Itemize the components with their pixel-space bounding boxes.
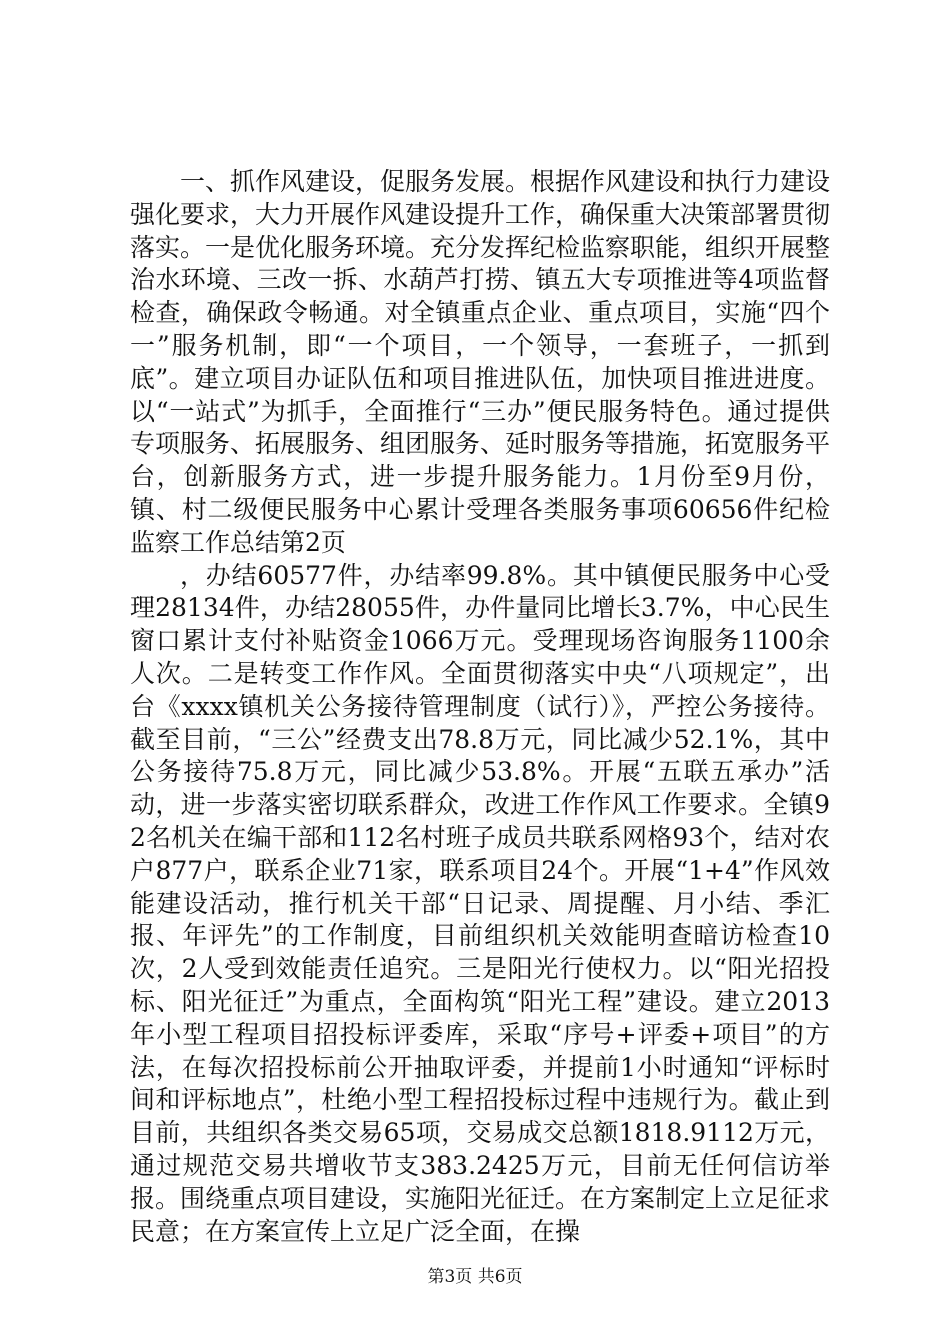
paragraph-2: ，办结60577件，办结率99.8%。其中镇便民服务中心受理28134件，办结28055件，办件量同比增长3.7%，中心民生窗口累计支付补贴资金1066万元。受理现场咨询服务1100余人次。二是转变工作作风。全面贯彻落实中央“八项规定”，出台《xxxx镇机关公务接待管理制度（试行）》，严控公务接待。截至目前，“三公”经费支出78.8万元，同比减少52.1%，其中公务接待75.8万元，同比减少53.8%。开展“五联五承办”活动，进一步落实密切联系群众，改进工作作风工作要求。全镇92名机关在编干部和112名村班子成员共联系网格93个，结对农户877户，联系企业71家，联系项目24个。开展“1+4”作风效能建设活动，推行机关干部“日记录、周提醒、月小结、季汇报、年评先”的工作制度，目前组织机关效能明查暗访检查10次，2人受到效能责任追究。三是阳光行使权力。以“阳光招投标、阳光征迁”为重点，全面构筑“阳光工程”建设。建立2013年小型工程项目招投标评委库，采取“序号+评委+项目”的方法，在每次招投标前公开抽取评委，并提前1小时通知“评标时间和评标地点”，杜绝小型工程招投标过程中违规行为。截止到目前，共组织各类交易65项，交易成交总额1818.9112万元，通过规范交易共增收节支383.2425万元，目前无任何信访举报。围绕重点项目建设，实施阳光征迁。在方案制定上立足征求民意；在方案宣传上立足广泛全面，在操 — [130, 560, 831, 1246]
page-footer: 第3页 共6页 — [427, 1267, 523, 1287]
document-body — [130, 166, 830, 1248]
paragraph-1: 一、抓作风建设，促服务发展。根据作风建设和执行力建设强化要求，大力开展作风建设提升工作，确保重大决策部署贯彻落实。一是优化服务环境。充分发挥纪检监察职能，组织开展整治水环境、三改一拆、水葫芦打捞、镇五大专项推进等4项监督检查，确保政令畅通。对全镇重点企业、重点项目，实施“四个一”服务机制，即“一个项目，一个领导，一套班子，一抓到底”。建立项目办证队伍和项目推进队伍，加快项目推进进度。以“一站式”为抓手，全面推行“三办”便民服务特色。通过提供专项服务、拓展服务、组团服务、延时服务等措施，拓宽服务平台，创新服务方式，进一步提升服务能力。1月份至9月份，镇、村二级便民服务中心累计受理各类服务事项60656件纪检监察工作总结第2页 — [130, 167, 831, 557]
